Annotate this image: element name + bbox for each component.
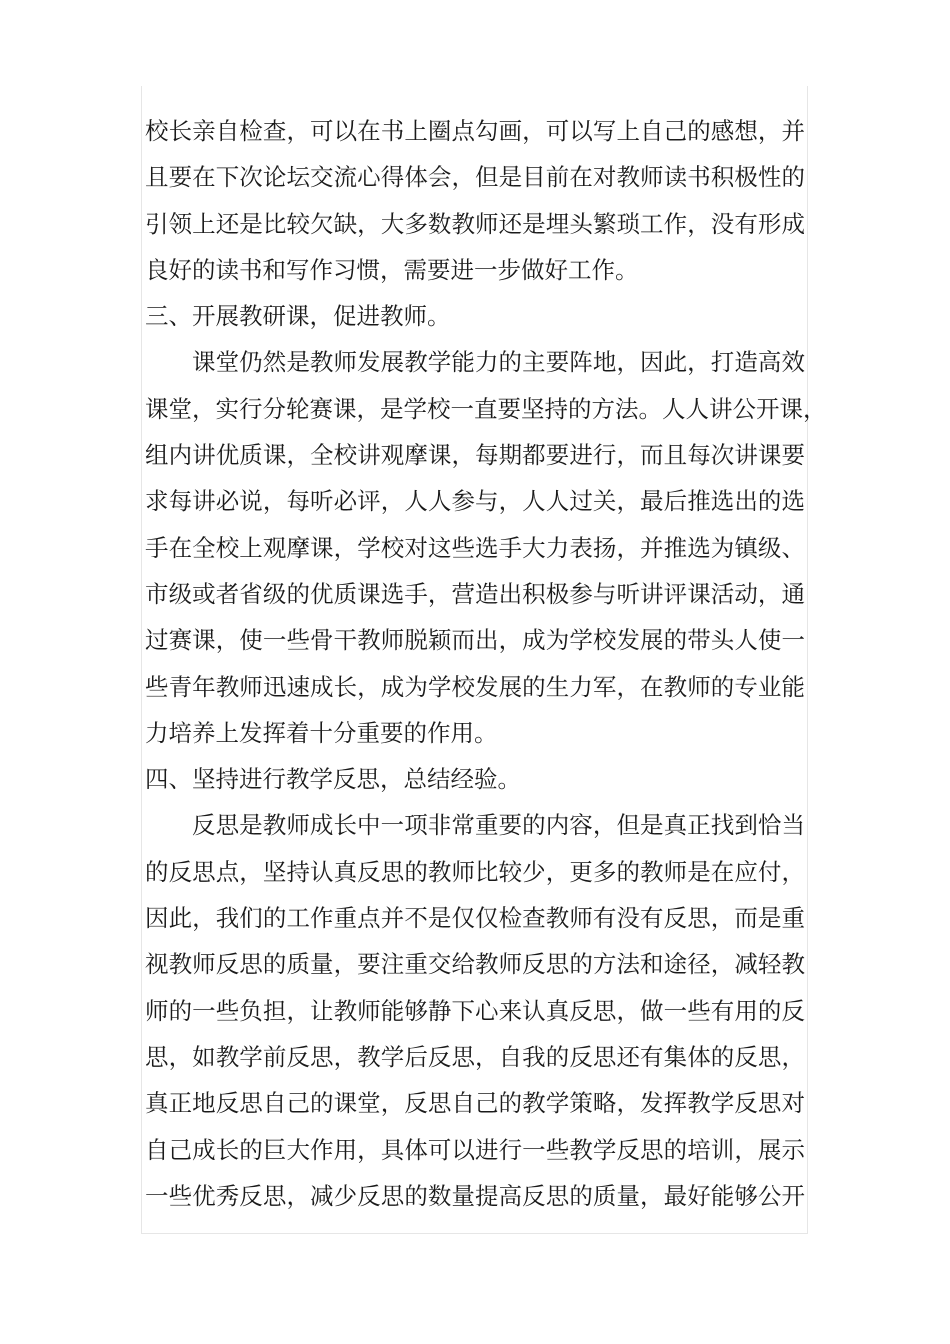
text-line: 思，如教学前反思，教学后反思，自我的反思还有集体的反思， [145,1042,805,1071]
text-line: 过赛课，使一些骨干教师脱颖而出，成为学校发展的带头人使一 [145,626,805,655]
text-line: 课堂仍然是教师发展教学能力的主要阵地，因此，打造高效 [192,348,805,377]
text-line: 手在全校上观摩课，学校对这些选手大力表扬，并推选为镇级、 [145,533,805,562]
paragraph [145,339,827,756]
text-line: 组内讲优质课，全校讲观摩课，每期都要进行，而且每次讲课要 [145,441,805,470]
text-line: 的反思点，坚持认真反思的教师比较少，更多的教师是在应付， [145,857,805,886]
text-line: 校长亲自检查，可以在书上圈点勾画，可以写上自己的感想，并 [145,117,805,145]
section-heading [145,756,809,802]
text-line: 真正地反思自己的课堂，反思自己的教学策略，发挥教学反思对 [145,1089,805,1118]
text-line: 且要在下次论坛交流心得体会，但是目前在对教师读书积极性的 [145,163,805,192]
heading-text: 三、开展教研课，促进教师。 [145,302,451,331]
paragraph [145,108,809,293]
text-line: 求每讲必说，每听必评，人人参与，人人过关，最后推选出的选 [145,487,805,516]
text-line: 反思是教师成长中一项非常重要的内容，但是真正找到恰当 [192,811,805,840]
paragraph [145,802,809,1219]
section-heading [145,293,809,339]
document-body [145,108,827,1219]
text-line: 视教师反思的质量，要注重交给教师反思的方法和途径，减轻教 [145,950,805,979]
text-line: 引领上还是比较欠缺，大多数教师还是埋头繁琐工作，没有形成 [145,209,805,238]
text-line: 市级或者省级的优质课选手，营造出积极参与听讲评课活动，通 [145,579,805,608]
text-line: 良好的读书和写作习惯，需要进一步做好工作。 [145,255,639,284]
text-line: 课堂，实行分轮赛课，是学校一直要坚持的方法。人人讲公开课， [145,394,827,423]
text-line: 因此，我们的工作重点并不是仅仅检查教师有没有反思，而是重 [145,904,805,933]
text-line: 师的一些负担，让教师能够静下心来认真反思，做一些有用的反 [145,996,805,1025]
text-line: 一些优秀反思，减少反思的数量提高反思的质量，最好能够公开 [145,1181,805,1210]
text-line: 力培养上发挥着十分重要的作用。 [145,718,498,747]
heading-text: 四、坚持进行教学反思，总结经验。 [145,765,521,794]
text-line: 自己成长的巨大作用，具体可以进行一些教学反思的培训，展示 [145,1135,805,1164]
text-line: 些青年教师迅速成长，成为学校发展的生力军，在教师的专业能 [145,672,805,701]
